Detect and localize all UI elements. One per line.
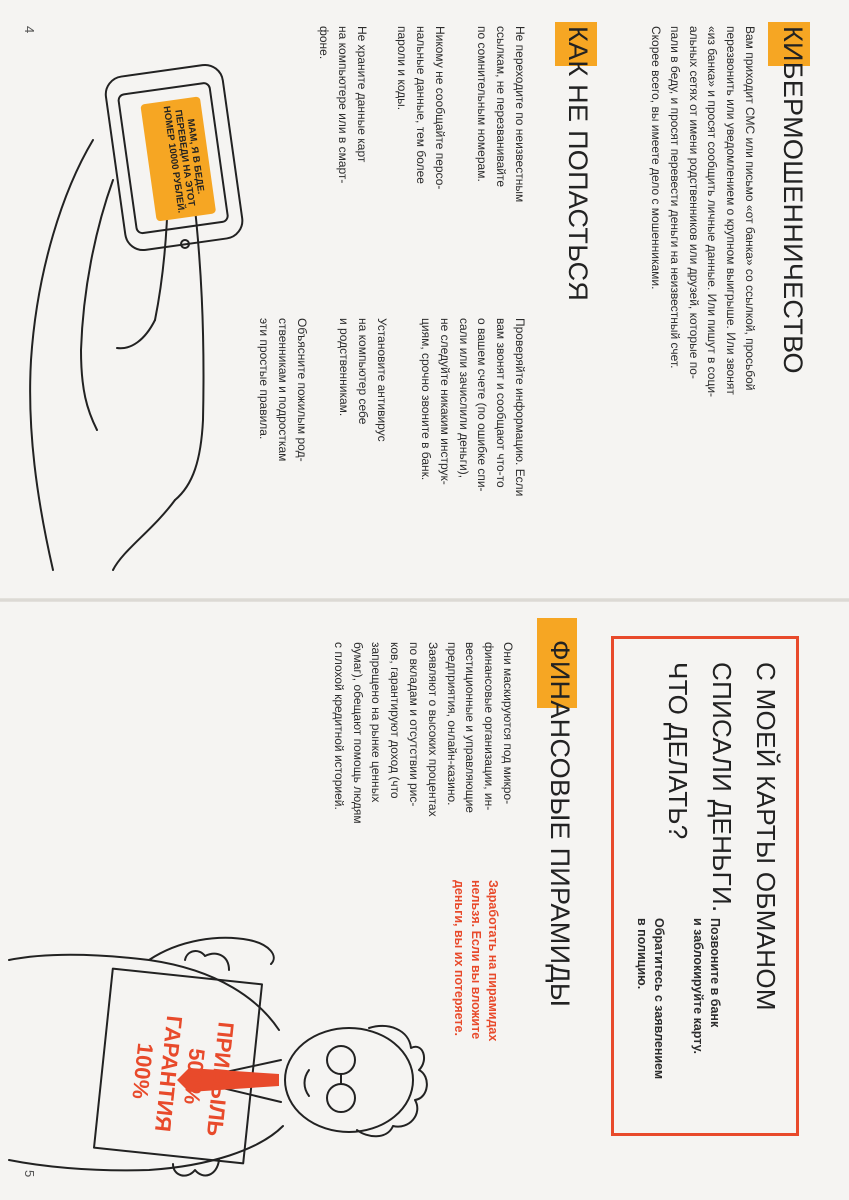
card-title-line-3: ЧТО ДЕЛАТЬ? xyxy=(663,662,693,840)
pyramids-warning: Заработать на пирамидах нельзя. Если вы вложите деньги, вы их потеряете. xyxy=(452,880,500,1042)
sign-line-4: 100% xyxy=(127,1041,159,1101)
sign-text xyxy=(121,995,240,1155)
avoid-item-2: Никому не сообщайте персо- нальные данные, тем более пароли и коды. xyxy=(395,26,447,190)
avoid-item-5: Установите антивирус на компьютер себе и родственникам. xyxy=(337,318,389,442)
phone-message: МАМ, Я В БЕДЕ. ПЕРЕВЕДИ НА ЭТОТ НОМЕР 10000 РУБЛЕЙ. xyxy=(160,105,207,214)
cyber-text: Вам приходит СМС или письмо «от банка» со ссылкой, просьбой перезвонить или уведомлением о крупном выигрыше. Или звонят «из банка» и просят сообщить личные данные. Или пишут в соци- альных сетях от имени родственников или друзей, которые по- пали в беду, и просят перевести деньги на неизвестный счет. Скорее всего, вы имеете дело с мошенниками. xyxy=(649,26,757,398)
page-fold xyxy=(0,598,849,602)
card-step-1: Позвоните в банк и заблокируйте карту. xyxy=(691,918,722,1055)
sign-line-3: ГАРАНТИЯ xyxy=(150,1014,188,1133)
sign-line-1: ПРИБЫЛЬ xyxy=(201,1020,239,1138)
cyber-title: КИБЕРМОШЕННИЧЕСТВО xyxy=(778,26,808,374)
page-number-left: 4 xyxy=(22,26,37,34)
avoid-item-6: Объясните пожилым род- ственникам и подросткам эти простые правила. xyxy=(257,318,309,462)
sign-line-2: 500% xyxy=(179,1047,210,1106)
avoid-item-1: Не переходите по неизвестным ссылкам, не перезванивайте по сомнительным номерам. xyxy=(475,26,527,203)
avoid-title: КАК НЕ ПОПАСТЬСЯ xyxy=(563,26,593,302)
avoid-item-3: Не храните данные карт на компьютере или в смарт- фоне. xyxy=(317,26,369,184)
card-step-2: Обратитесь с заявлением в полицию. xyxy=(635,918,666,1080)
pyramids-title: ФИНАНСОВЫЕ ПИРАМИДЫ xyxy=(545,640,575,1008)
smartphone-hand-illustration xyxy=(13,30,263,590)
card-title-line-2: СПИСАЛИ ДЕНЬГИ. xyxy=(707,662,737,913)
card-title-line-1: С МОЕЙ КАРТЫ ОБМАНОМ xyxy=(751,662,781,1011)
pyramids-text: Они маскируются под микро- финансовые организации, ин- вестиционные и управляющие предприятия, онлайн-казино. Заявляют о высоких процентах по вкладам и отсутствии рис- ков, гарантируют доход (что запрещено на рынке ценных бумаг), обещают помощь людям с плохой кредитной историей. xyxy=(331,642,515,824)
page-number-right: 5 xyxy=(22,1170,37,1178)
avoid-item-4: Проверяйте информацию. Если вам звонят и сообщают что-то о вашем счете (по ошибке спи- сали или зачислили деньги), не следуйте никаким инструк- циям, срочно звоните в банк. xyxy=(419,318,527,497)
